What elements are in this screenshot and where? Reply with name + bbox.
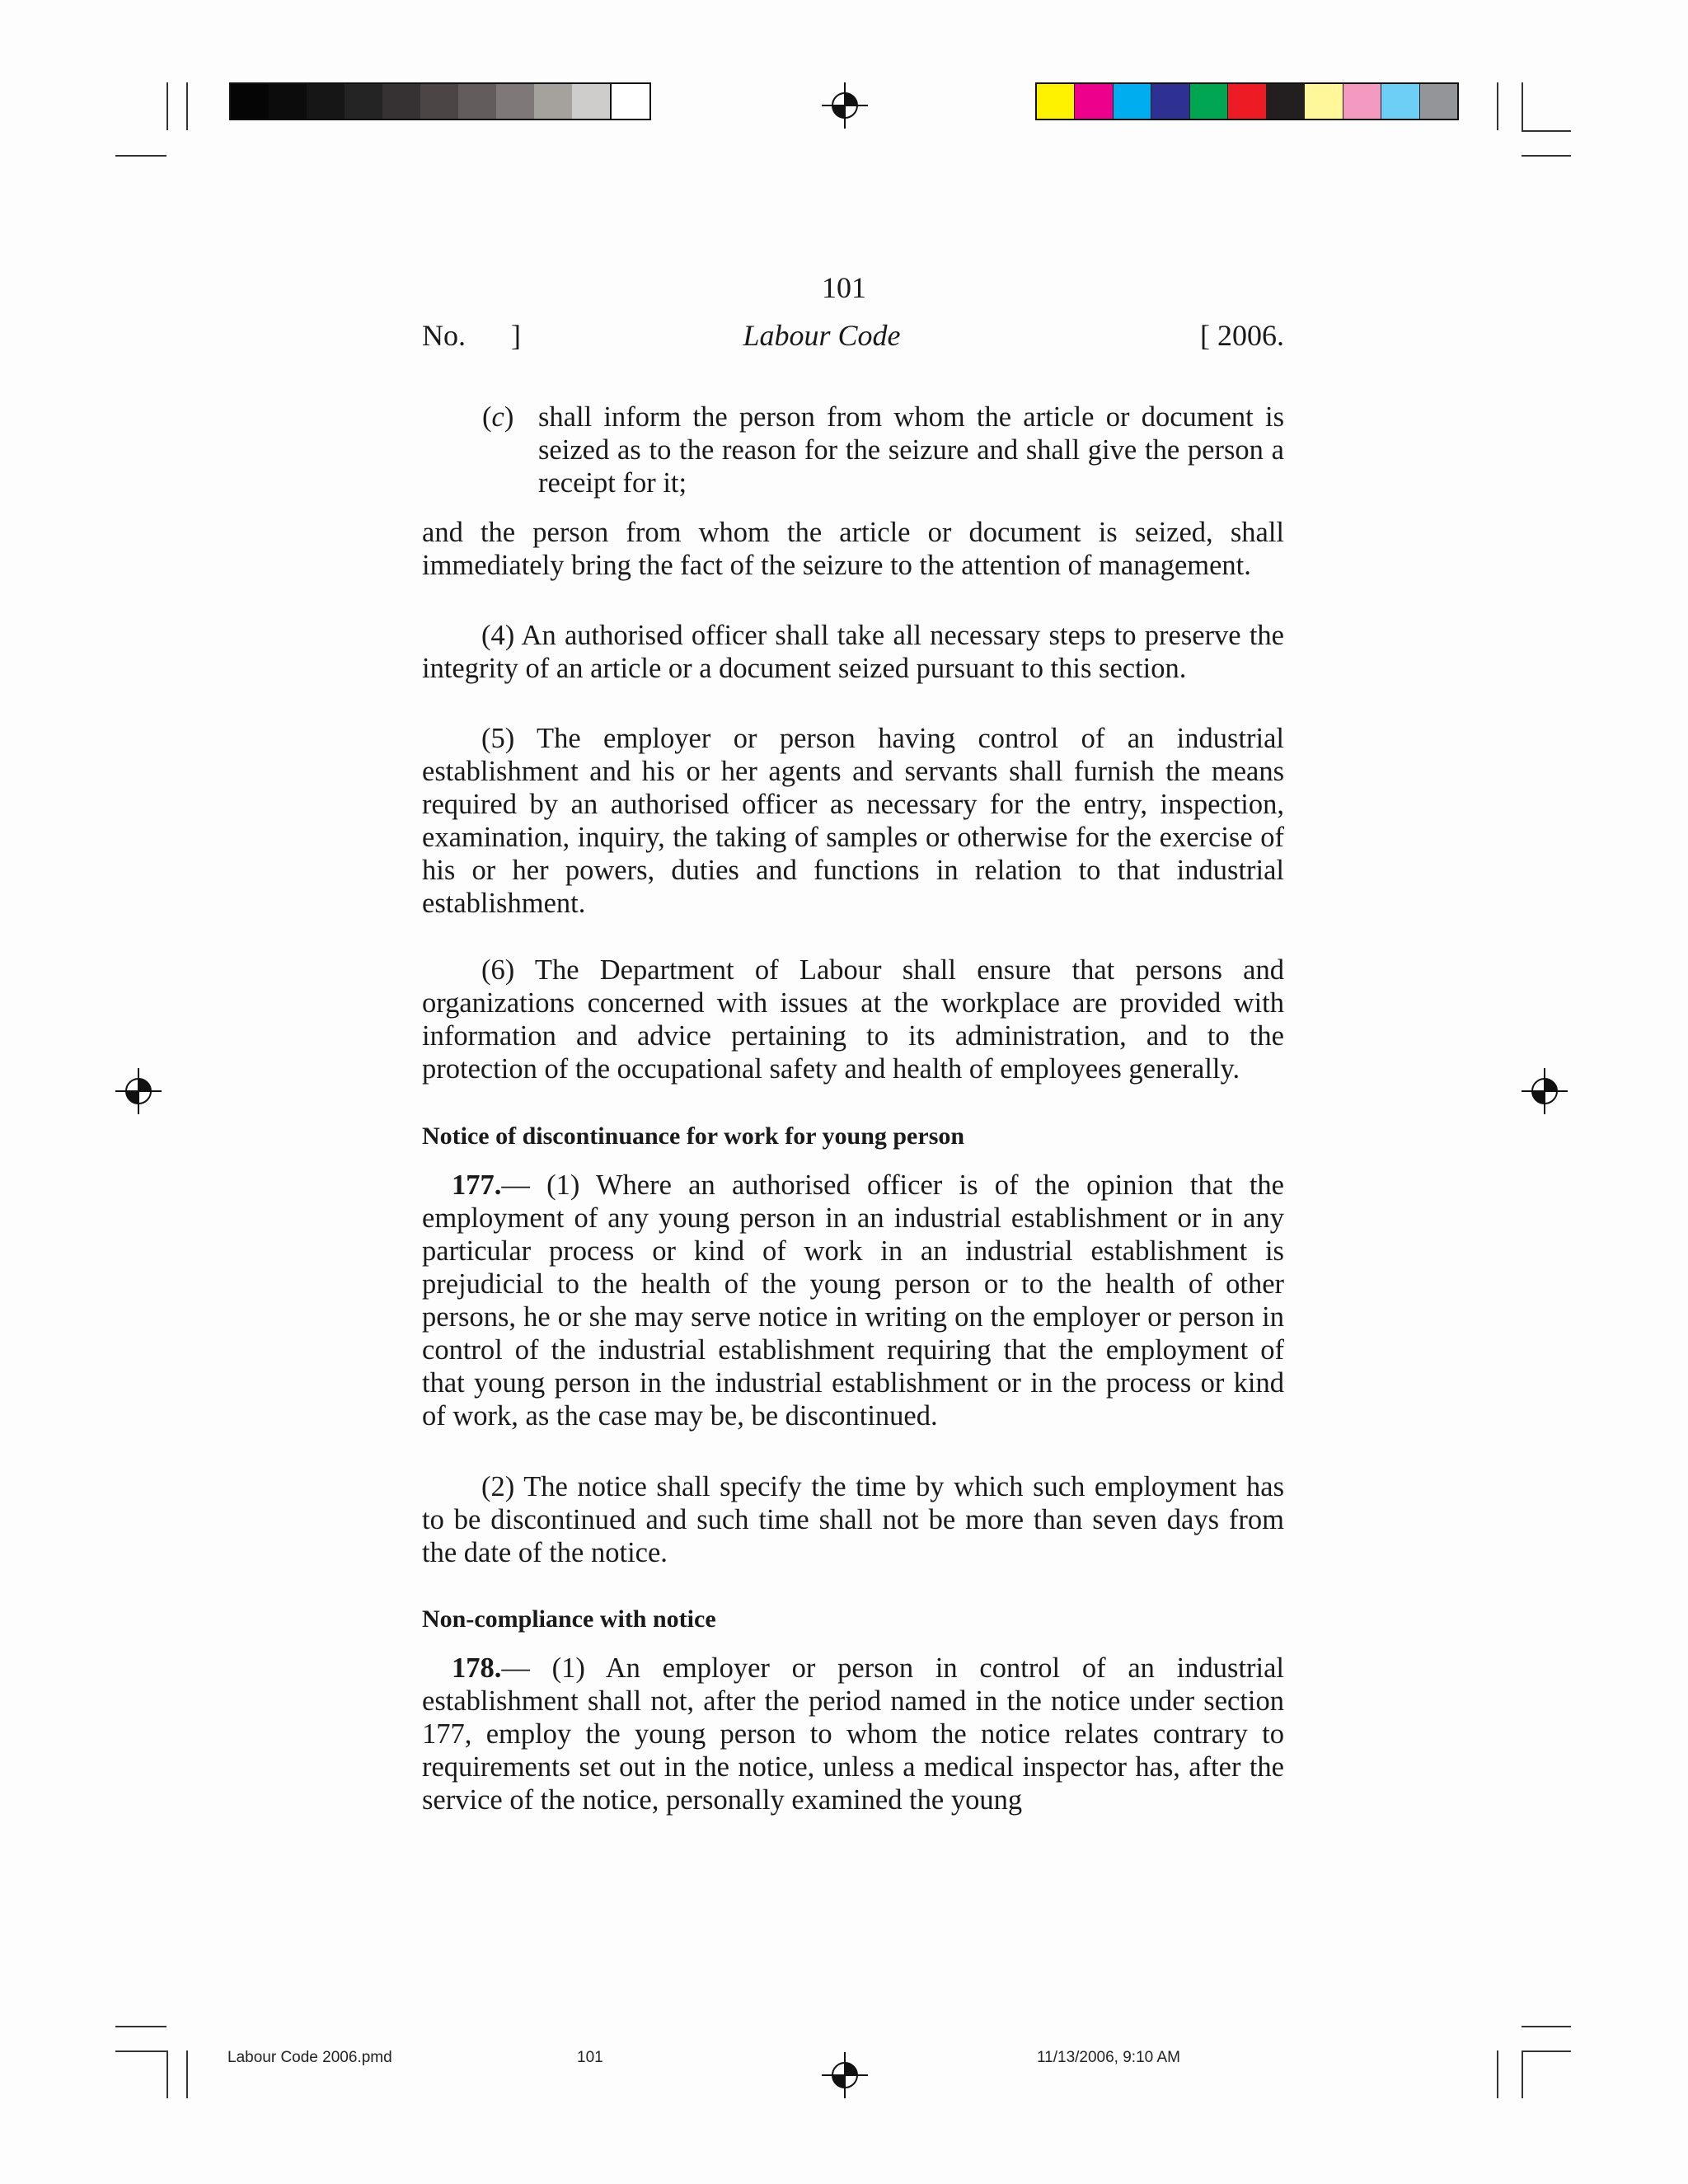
running-head — [422, 318, 1284, 354]
crop-mark — [1522, 155, 1571, 157]
gray-swatch — [534, 84, 572, 119]
crop-mark — [1522, 2050, 1571, 2052]
color-swatch — [1228, 84, 1266, 119]
color-swatch — [1190, 84, 1228, 119]
crop-mark — [115, 155, 166, 157]
crop-mark — [1497, 2050, 1498, 2098]
section-177 — [422, 1169, 1284, 1432]
running-head-bracket: ] — [511, 319, 521, 352]
gray-swatch — [231, 84, 269, 119]
color-calibration-bar — [1035, 82, 1459, 120]
section-text: — (1) An employer or person in control of an industrial establishment shall not, after the period named in the notice under section 177, employ the young person to whom the notice relates contrary to requirements set out in the notice, unless a medical inspector has, after the service of the notice, personally examined the young — [422, 1652, 1284, 1816]
crop-mark — [186, 2050, 188, 2098]
item-label: (c) — [482, 401, 514, 433]
color-swatch — [1305, 84, 1343, 119]
crop-mark — [1522, 82, 1523, 130]
color-swatch — [1151, 84, 1189, 119]
gray-swatch — [572, 84, 610, 119]
color-swatch — [1075, 84, 1113, 119]
registration-mark-icon — [822, 2052, 868, 2098]
gray-swatch — [382, 84, 420, 119]
gray-swatch — [269, 84, 307, 119]
gray-swatch — [345, 84, 382, 119]
gray-swatch — [420, 84, 458, 119]
item-text: shall inform the person from whom the article or document is seized as to the reason for the seizure and shall give the person a receipt for it; — [538, 401, 1284, 499]
gray-swatch — [610, 84, 649, 119]
section-heading-178: Non-compliance with notice — [422, 1605, 716, 1633]
gray-swatch — [458, 84, 496, 119]
crop-mark — [115, 2026, 166, 2027]
color-swatch — [1343, 84, 1381, 119]
page-number: 101 — [822, 271, 866, 304]
section-heading-177: Notice of discontinuance for work for young person — [422, 1122, 965, 1150]
crop-mark — [166, 82, 168, 130]
registration-mark-icon — [115, 1068, 162, 1114]
footer-filename: Labour Code 2006.pmd — [227, 2049, 392, 2066]
section-number: 178. — [452, 1652, 502, 1684]
crop-mark — [186, 82, 188, 130]
running-head-number-label: No. — [422, 319, 466, 352]
gray-swatch — [496, 84, 534, 119]
gray-swatch — [307, 84, 345, 119]
paragraph-4: (4) An authorised officer shall take all necessary steps to preserve the integrity of an article or a document seized pursuant to this section. — [422, 620, 1284, 684]
registration-mark-icon — [822, 82, 868, 129]
color-swatch — [1381, 84, 1419, 119]
section-text: — (1) Where an authorised officer is of the opinion that the employment of any young person in an industrial establishment or in any particular process or kind of work in an industrial establishment is prejudicial to the health of the young person or to the health of other persons, he or she may serve notice in writing on the employer or person in control of the industrial establishment requiring that the employment of that young person in the industrial establishment or in the process or kind of work, as the case may be, be discontinued. — [422, 1169, 1284, 1432]
registration-mark-icon — [1522, 1068, 1568, 1114]
crop-mark — [1522, 2026, 1571, 2027]
crop-mark — [115, 2050, 166, 2052]
footer-page: 101 — [577, 2049, 603, 2066]
section-177-subsection-2: (2) The notice shall specify the time by which such employment has to be discontinued and such time shall not be more than seven days from the date of the notice. — [422, 1471, 1284, 1568]
crop-mark — [166, 2050, 168, 2098]
color-swatch — [1037, 84, 1075, 119]
crop-mark — [1497, 82, 1498, 130]
section-number: 177. — [452, 1169, 502, 1201]
paragraph-5: (5) The employer or person having control of an industrial establishment and his or her agents and servants shall furnish the means required by an authorised officer as necessary for the entry, inspection, examination, inquiry, the taking of samples or otherwise for the exercise of his or her powers, duties and functions in relation to that industrial establishment. — [422, 723, 1284, 919]
section-178 — [422, 1652, 1284, 1816]
grayscale-calibration-bar — [229, 82, 651, 120]
crop-mark — [1522, 2050, 1523, 2098]
running-head-year: [ 2006. — [1200, 319, 1284, 352]
paragraph-6: (6) The Department of Labour shall ensure that persons and organizations concerned with issues at the workplace are provided with information and advice pertaining to its administration, and to the protection of the occupational safety and health of employees generally. — [422, 954, 1284, 1085]
list-item-c — [482, 401, 1284, 499]
crop-mark — [1522, 130, 1571, 132]
color-swatch — [1267, 84, 1305, 119]
color-swatch — [1420, 84, 1457, 119]
paragraph-after-c: and the person from whom the article or document is seized, shall immediately bring the fact of the seizure to the attention of management. — [422, 517, 1284, 581]
running-head-title: Labour Code — [743, 319, 901, 352]
color-swatch — [1114, 84, 1151, 119]
footer-timestamp: 11/13/2006, 9:10 AM — [1037, 2049, 1180, 2066]
